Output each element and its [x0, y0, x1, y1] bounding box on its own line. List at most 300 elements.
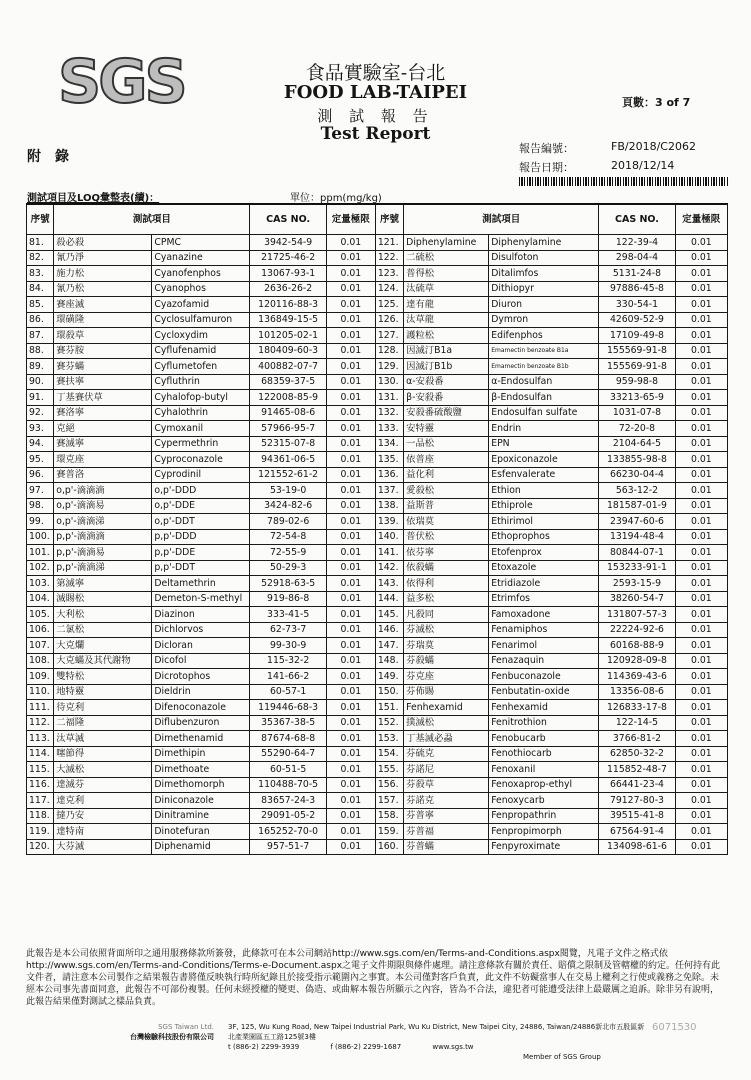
address-en: 3F, 125, Wu Kung Road, New Taipei Industrial Park, Wu Ku District, New Taipei City, 24886, Taiwan [228, 1023, 571, 1031]
item-number: 104. [27, 591, 54, 607]
item-name-cn: 撲滅松 [404, 715, 489, 731]
item-name-cn: 益多松 [404, 591, 489, 607]
item-number: 116. [27, 777, 54, 793]
item-name-cn: 芬諾克 [404, 793, 489, 809]
cas-number: 3766-81-2 [599, 731, 675, 747]
cas-number: 52315-07-8 [250, 436, 326, 452]
loq-value: 0.01 [675, 405, 727, 421]
item-name-en: Fenobucarb [489, 731, 599, 747]
item-name-en: Fenazaquin [489, 653, 599, 669]
item-number: 113. [27, 731, 54, 747]
item-number: 87. [27, 328, 54, 344]
table-row [27, 777, 728, 793]
item-name-cn: 第滅寧 [54, 576, 152, 592]
item-name-en: p,p'-DDD [152, 529, 250, 545]
item-name-en: Diazinon [152, 607, 250, 623]
item-name-en: Difenoconazole [152, 700, 250, 716]
item-number: 134. [375, 436, 403, 452]
page-label: 頁數： [622, 96, 655, 109]
item-number: 84. [27, 281, 54, 297]
item-name-cn: 因滅汀B1a [404, 343, 489, 359]
item-name-en: Ethirimol [489, 514, 599, 530]
item-number: 126. [375, 312, 403, 328]
cas-number: 2104-64-5 [599, 436, 675, 452]
member-label: Member of SGS Group [523, 1053, 601, 1061]
item-name-en: Diphenylamine [489, 235, 599, 251]
loq-value: 0.01 [326, 762, 375, 778]
cas-number: 180409-60-3 [250, 343, 326, 359]
item-name-en: Dimethoate [152, 762, 250, 778]
cas-number: 52918-63-5 [250, 576, 326, 592]
cas-number: 122008-85-9 [250, 390, 326, 406]
item-name-en: Ethiprole [489, 498, 599, 514]
item-name-en: Fenbutatin-oxide [489, 684, 599, 700]
item-name-en: Emamectin benzoate B1b [489, 359, 599, 375]
table-row [27, 498, 728, 514]
loq-value: 0.01 [326, 467, 375, 483]
item-number: 154. [375, 746, 403, 762]
item-number: 98. [27, 498, 54, 514]
cas-number: 122-14-5 [599, 715, 675, 731]
table-row [27, 328, 728, 344]
table-row [27, 715, 728, 731]
loq-value: 0.01 [675, 669, 727, 685]
item-name-cn: 賽芬蟎 [54, 359, 152, 375]
item-number: 81. [27, 235, 54, 251]
item-name-en: Dichlorvos [152, 622, 250, 638]
cas-number: 789-02-6 [250, 514, 326, 530]
item-number: 106. [27, 622, 54, 638]
item-name-en: Cyclosulfamuron [152, 312, 250, 328]
cas-number: 119446-68-3 [250, 700, 326, 716]
loq-value: 0.01 [326, 576, 375, 592]
cas-number: 91465-08-6 [250, 405, 326, 421]
cas-number: 80844-07-1 [599, 545, 675, 561]
item-name-en: Dimethipin [152, 746, 250, 762]
loq-value: 0.01 [675, 839, 727, 855]
item-name-cn: 賽座滅 [54, 297, 152, 313]
address-cn: /24886新北市五股區新北產業園區五工路125號3樓 [228, 1023, 645, 1041]
item-name-en: Dieldrin [152, 684, 250, 700]
item-name-cn: 安特靈 [404, 421, 489, 437]
cas-number: 333-41-5 [250, 607, 326, 623]
loq-value: 0.01 [326, 684, 375, 700]
cas-number: 115852-48-7 [599, 762, 675, 778]
loq-value: 0.01 [675, 374, 727, 390]
cas-number: 72-55-9 [250, 545, 326, 561]
loq-value: 0.01 [326, 452, 375, 468]
item-number: 133. [375, 421, 403, 437]
item-name-cn: 二福隆 [54, 715, 152, 731]
loq-value: 0.01 [675, 498, 727, 514]
cas-number: 57966-95-7 [250, 421, 326, 437]
item-name-en: Ditalimfos [489, 266, 599, 282]
item-number: 103. [27, 576, 54, 592]
item-number: 131. [375, 390, 403, 406]
cas-number: 298-04-4 [599, 250, 675, 266]
sgs-logo: SGS [58, 47, 185, 117]
cas-number: 155569-91-8 [599, 343, 675, 359]
item-name-en: Emamectin benzoate B1a [489, 343, 599, 359]
loq-value: 0.01 [326, 700, 375, 716]
loq-value: 0.01 [326, 297, 375, 313]
item-name-cn: p,p'-滴滴滴 [54, 529, 152, 545]
item-name-en: Ethion [489, 483, 599, 499]
item-name-cn: 普伏松 [404, 529, 489, 545]
item-name-en: β-Endosulfan [489, 390, 599, 406]
loq-value: 0.01 [675, 731, 727, 747]
loq-value: 0.01 [675, 700, 727, 716]
cas-number: 1031-07-8 [599, 405, 675, 421]
item-number: 99. [27, 514, 54, 530]
cas-number: 2636-26-2 [250, 281, 326, 297]
loq-value: 0.01 [326, 591, 375, 607]
item-name-en: Fenbuconazole [489, 669, 599, 685]
cas-number: 66441-23-4 [599, 777, 675, 793]
item-name-en: Fenpyroximate [489, 839, 599, 855]
table-row [27, 374, 728, 390]
company-name-en: SGS Taiwan Ltd. [158, 1023, 214, 1031]
loq-value: 0.01 [675, 545, 727, 561]
cas-number: 919-86-8 [250, 591, 326, 607]
loq-value: 0.01 [326, 436, 375, 452]
item-name-cn: 賽扶寧 [54, 374, 152, 390]
item-name-cn: 丁基滅必蝨 [404, 731, 489, 747]
item-name-en: Cyanazine [152, 250, 250, 266]
item-name-en: Etofenprox [489, 545, 599, 561]
cas-number: 3424-82-6 [250, 498, 326, 514]
item-number: 105. [27, 607, 54, 623]
loq-value: 0.01 [675, 250, 727, 266]
terms-notice: 此報告是本公司依照背面所印之通用服務條款所簽發，此條款可在本公司網站http://www.sgs.com/en/Terms-and-Conditions.aspx閱覽，凡電子文件之格式依http://www.sgs.com/en/Terms-and-Conditions/Terms-e-Document.aspx之電子文件期限與條件處理。請注意條款有關於責任、賠償之限制及管轄權的約定。任何持有此文件者，請注意本公司製作之結果報告書將僅反映執行時所紀錄且於接受指示範圍內之事實。本公司僅對客戶負責，此文件不妨礙當事人在交易上權利之行使或義務之免除。未經本公司事先書面同意，此報告不可部份複製。任何未經授權的變更、偽造、或曲解本報告所顯示之內容，皆為不合法，違犯者可能遭受法律上最嚴厲之追訴。除非另有說明，此報告結果僅對測試之樣品負責。 [26, 949, 721, 1007]
loq-value: 0.01 [675, 343, 727, 359]
barcode-image [519, 177, 729, 186]
item-number: 146. [375, 622, 403, 638]
item-number: 117. [27, 793, 54, 809]
loq-value: 0.01 [675, 560, 727, 576]
item-number: 102. [27, 560, 54, 576]
table-row [27, 467, 728, 483]
tel-number: t (886-2) 2299-3939 [228, 1043, 300, 1051]
item-name-cn: 殺必殺 [54, 235, 152, 251]
item-name-cn: 益化利 [404, 467, 489, 483]
item-number: 97. [27, 483, 54, 499]
item-name-cn: β-安殺番 [404, 390, 489, 406]
item-name-en: Fenoxycarb [489, 793, 599, 809]
cas-number: 136849-15-5 [250, 312, 326, 328]
report-number-value: FB/2018/C2062 [611, 140, 696, 153]
loq-value: 0.01 [675, 715, 727, 731]
cas-number: 94361-06-5 [250, 452, 326, 468]
item-number: 132. [375, 405, 403, 421]
item-name-cn: 普得松 [404, 266, 489, 282]
col-header-cas-2: CAS NO. [599, 204, 675, 235]
lab-name-cn: 食品實驗室-台北 [305, 62, 446, 84]
loq-value: 0.01 [675, 793, 727, 809]
loq-value: 0.01 [326, 622, 375, 638]
item-name-cn: 依得利 [404, 576, 489, 592]
item-name-cn: 達特南 [54, 824, 152, 840]
item-number: 147. [375, 638, 403, 654]
loq-value: 0.01 [675, 824, 727, 840]
item-name-en: Dimethomorph [152, 777, 250, 793]
item-name-cn: 護粒松 [404, 328, 489, 344]
table-row [27, 359, 728, 375]
item-name-en: Fenoxaprop-ethyl [489, 777, 599, 793]
item-number: 82. [27, 250, 54, 266]
item-name-en: p,p'-DDT [152, 560, 250, 576]
item-name-cn: 芬佈賜 [404, 684, 489, 700]
item-name-cn: 地特靈 [54, 684, 152, 700]
item-name-en: Fenamiphos [489, 622, 599, 638]
cas-number: 60168-88-9 [599, 638, 675, 654]
fax-number: f (886-2) 2299-1687 [330, 1043, 402, 1051]
loq-value: 0.01 [675, 297, 727, 313]
cas-number: 42609-52-9 [599, 312, 675, 328]
loq-value: 0.01 [326, 359, 375, 375]
loq-value: 0.01 [326, 793, 375, 809]
item-number: 101. [27, 545, 54, 561]
cas-number: 53-19-0 [250, 483, 326, 499]
item-number: 107. [27, 638, 54, 654]
table-row [27, 607, 728, 623]
cas-number: 33213-65-9 [599, 390, 675, 406]
item-name-en: Ethoprophos [489, 529, 599, 545]
item-name-cn: 賽普洛 [54, 467, 152, 483]
item-name-en: Demeton-S-methyl [152, 591, 250, 607]
loq-value: 0.01 [675, 436, 727, 452]
cas-number: 72-20-8 [599, 421, 675, 437]
cas-number: 72-54-8 [250, 529, 326, 545]
item-name-cn: 依殺蟎 [404, 560, 489, 576]
item-name-en: Dicofol [152, 653, 250, 669]
loq-value: 0.01 [675, 266, 727, 282]
col-header-no-2: 序號 [375, 204, 403, 235]
loq-value: 0.01 [326, 638, 375, 654]
item-name-en: Cyfluthrin [152, 374, 250, 390]
cas-number: 60-57-1 [250, 684, 326, 700]
loq-value: 0.01 [326, 483, 375, 499]
cas-number: 99-30-9 [250, 638, 326, 654]
loq-value: 0.01 [675, 607, 727, 623]
table-row [27, 622, 728, 638]
loq-value: 0.01 [326, 498, 375, 514]
item-number: 143. [375, 576, 403, 592]
contact-line [228, 1042, 648, 1052]
report-date-label: 報告日期： [519, 161, 574, 174]
item-name-en: Fenhexamid [489, 700, 599, 716]
item-name-en: Deltamethrin [152, 576, 250, 592]
cas-number: 50-29-3 [250, 560, 326, 576]
item-number: 148. [375, 653, 403, 669]
item-name-en: Cyflufenamid [152, 343, 250, 359]
item-number: 118. [27, 808, 54, 824]
loq-value: 0.01 [675, 684, 727, 700]
item-number: 160. [375, 839, 403, 855]
item-name-cn: 環克座 [54, 452, 152, 468]
table-row [27, 312, 728, 328]
table-row [27, 436, 728, 452]
loq-value: 0.01 [326, 777, 375, 793]
item-name-cn: 依芬寧 [404, 545, 489, 561]
table-row [27, 297, 728, 313]
item-number: 141. [375, 545, 403, 561]
item-number: 90. [27, 374, 54, 390]
loq-value: 0.01 [326, 607, 375, 623]
loq-value: 0.01 [326, 653, 375, 669]
item-name-cn: 芬克座 [404, 669, 489, 685]
item-name-cn: Diphenylamine [404, 235, 489, 251]
item-name-cn: 益斯普 [404, 498, 489, 514]
item-number: 115. [27, 762, 54, 778]
cas-number: 122-39-4 [599, 235, 675, 251]
item-name-cn: 氰乃淨 [54, 250, 152, 266]
table-row [27, 343, 728, 359]
cas-number: 114369-43-6 [599, 669, 675, 685]
company-info [94, 1022, 214, 1042]
cas-number: 39515-41-8 [599, 808, 675, 824]
item-name-cn: 賽洛寧 [54, 405, 152, 421]
address-line [228, 1022, 648, 1042]
item-number: 157. [375, 793, 403, 809]
item-name-cn: α-安殺番 [404, 374, 489, 390]
item-number: 135. [375, 452, 403, 468]
item-name-en: Fenothiocarb [489, 746, 599, 762]
item-name-en: Etoxazole [489, 560, 599, 576]
item-name-en: Etrimfos [489, 591, 599, 607]
loq-value: 0.01 [326, 312, 375, 328]
loq-value: 0.01 [326, 731, 375, 747]
item-name-cn: o,p'-滴滴滴 [54, 483, 152, 499]
cas-number: 133855-98-8 [599, 452, 675, 468]
cas-number: 120928-09-8 [599, 653, 675, 669]
cas-number: 60-51-5 [250, 762, 326, 778]
table-header-row [27, 204, 728, 235]
loq-value: 0.01 [675, 421, 727, 437]
loq-value: 0.01 [326, 824, 375, 840]
item-name-en: Dymron [489, 312, 599, 328]
table-row [27, 405, 728, 421]
item-number: 127. [375, 328, 403, 344]
item-number: 140. [375, 529, 403, 545]
item-name-cn: 汰草滅 [54, 731, 152, 747]
table-row [27, 576, 728, 592]
item-name-en: Dicrotophos [152, 669, 250, 685]
item-number: 145. [375, 607, 403, 623]
cas-number: 181587-01-9 [599, 498, 675, 514]
table-row [27, 700, 728, 716]
loq-value: 0.01 [675, 622, 727, 638]
cas-number: 68359-37-5 [250, 374, 326, 390]
col-header-item-2: 測試項目 [404, 204, 599, 235]
cas-number: 5131-24-8 [599, 266, 675, 282]
item-number: 100. [27, 529, 54, 545]
item-name-en: Cyflumetofen [152, 359, 250, 375]
report-title-en: Test Report [320, 124, 431, 144]
cas-number: 2593-15-9 [599, 576, 675, 592]
serial-stamp: 6071530 [652, 1022, 697, 1033]
loq-value: 0.01 [326, 250, 375, 266]
item-number: 129. [375, 359, 403, 375]
website-link[interactable]: www.sgs.tw [432, 1043, 474, 1051]
item-name-en: Fenpropathrin [489, 808, 599, 824]
item-number: 110. [27, 684, 54, 700]
loq-value: 0.01 [326, 839, 375, 855]
item-name-en: Diniconazole [152, 793, 250, 809]
item-name-en: Epoxiconazole [489, 452, 599, 468]
table-row [27, 653, 728, 669]
item-number: 96. [27, 467, 54, 483]
item-number: 86. [27, 312, 54, 328]
item-number: 155. [375, 762, 403, 778]
item-name-cn: 大芬滅 [54, 839, 152, 855]
item-number: 123. [375, 266, 403, 282]
item-name-cn: 達滅芬 [54, 777, 152, 793]
item-number: 139. [375, 514, 403, 530]
item-number: 156. [375, 777, 403, 793]
cas-number: 126833-17-8 [599, 700, 675, 716]
item-number: 158. [375, 808, 403, 824]
cas-number: 62-73-7 [250, 622, 326, 638]
item-name-cn: 依普座 [404, 452, 489, 468]
item-number: 138. [375, 498, 403, 514]
cas-number: 38260-54-7 [599, 591, 675, 607]
loq-value: 0.01 [675, 746, 727, 762]
table-row [27, 746, 728, 762]
loq-value: 0.01 [326, 808, 375, 824]
table-caption: 測試項目及LOQ彙整表(續)： [27, 193, 160, 204]
item-number: 142. [375, 560, 403, 576]
item-name-cn: 賽滅寧 [54, 436, 152, 452]
item-number: 130. [375, 374, 403, 390]
loq-value: 0.01 [326, 390, 375, 406]
item-name-cn: 芬普福 [404, 824, 489, 840]
item-name-en: Disulfoton [489, 250, 599, 266]
loq-value: 0.01 [675, 235, 727, 251]
item-number: 112. [27, 715, 54, 731]
table-row [27, 281, 728, 297]
item-name-en: Edifenphos [489, 328, 599, 344]
item-name-en: Cyproconazole [152, 452, 250, 468]
table-row [27, 669, 728, 685]
item-name-cn: 安殺番硫酸鹽 [404, 405, 489, 421]
cas-number: 62850-32-2 [599, 746, 675, 762]
item-name-cn: 因滅汀B1b [404, 359, 489, 375]
company-name-cn: 台灣檢驗科技股份有限公司 [130, 1033, 214, 1041]
item-name-en: Diflubenzuron [152, 715, 250, 731]
table-row [27, 250, 728, 266]
item-name-cn: 一品松 [404, 436, 489, 452]
item-name-en: Dinotefuran [152, 824, 250, 840]
item-name-cn: 賽芬胺 [54, 343, 152, 359]
item-name-cn: 達有龍 [404, 297, 489, 313]
loq-value: 0.01 [326, 529, 375, 545]
cas-number: 35367-38-5 [250, 715, 326, 731]
item-name-cn: 二氯松 [54, 622, 152, 638]
item-name-en: Fenitrothion [489, 715, 599, 731]
col-header-item: 測試項目 [54, 204, 250, 235]
item-name-cn: 環磺隆 [54, 312, 152, 328]
item-number: 121. [375, 235, 403, 251]
table-row [27, 266, 728, 282]
loq-value: 0.01 [675, 576, 727, 592]
loq-value: 0.01 [326, 746, 375, 762]
item-number: 95. [27, 452, 54, 468]
table-row [27, 808, 728, 824]
loq-value: 0.01 [326, 343, 375, 359]
loq-value: 0.01 [675, 359, 727, 375]
loq-value: 0.01 [326, 715, 375, 731]
